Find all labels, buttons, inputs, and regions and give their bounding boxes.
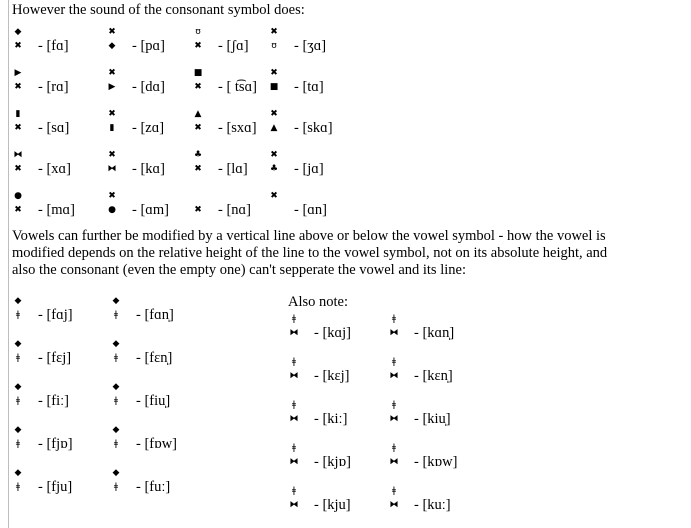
pronunciation-label: - [nɑ] <box>218 202 251 218</box>
glyph-part: ◆ <box>14 296 22 306</box>
script-glyph-icon <box>106 24 120 64</box>
glyph-part: ǂ <box>291 443 297 453</box>
glyph-part: ǂ <box>15 439 21 449</box>
script-glyph-icon <box>12 65 26 105</box>
glyph-part: ǂ <box>113 310 119 320</box>
glyph-cell <box>110 422 230 462</box>
pronunciation-label: - [ɑm] <box>132 202 169 218</box>
pronunciation-label: - [fɒw] <box>136 436 177 452</box>
glyph-part: ǂ <box>291 357 297 367</box>
glyph-part: ✖ <box>270 109 278 119</box>
left-margin-rule <box>8 0 9 528</box>
glyph-cell <box>110 293 230 333</box>
paragraph-line-1: Vowels can further be modified by a vertical line above or below the vowel symbol - how the vowel is <box>12 228 606 244</box>
glyph-part: ⧓ <box>389 328 399 338</box>
script-glyph-icon <box>288 440 302 480</box>
pronunciation-label: - [fɑ] <box>38 38 69 54</box>
script-glyph-icon <box>388 440 402 480</box>
glyph-part: ʊ <box>271 41 277 51</box>
glyph-part: ǂ <box>113 353 119 363</box>
pronunciation-label: - [ʒɑ] <box>294 38 327 54</box>
glyph-part: ♣ <box>269 164 279 174</box>
pronunciation-label: - [skɑ] <box>294 120 333 136</box>
script-glyph-icon <box>106 65 120 105</box>
script-glyph-icon <box>268 106 282 146</box>
pronunciation-label: - [sɑ] <box>38 120 70 136</box>
glyph-part: ■ <box>269 82 279 92</box>
script-glyph-icon <box>106 147 120 187</box>
script-glyph-icon <box>388 397 402 437</box>
glyph-part: ǂ <box>391 357 397 367</box>
glyph-part: ◆ <box>108 41 116 51</box>
glyph-part: ǂ <box>391 400 397 410</box>
pronunciation-label: - [ t͡sɑ] <box>218 79 257 95</box>
glyph-part: ✖ <box>194 205 202 215</box>
script-glyph-icon <box>12 293 26 333</box>
glyph-part: ✖ <box>108 109 116 119</box>
glyph-part: ⧓ <box>289 500 299 510</box>
script-glyph-icon <box>192 188 206 228</box>
script-glyph-icon <box>268 188 282 228</box>
glyph-part: ✖ <box>14 41 22 51</box>
glyph-part: ǂ <box>291 486 297 496</box>
glyph-cell <box>388 397 508 437</box>
script-glyph-icon <box>110 379 124 419</box>
script-glyph-icon <box>388 311 402 351</box>
pronunciation-label: - [rɑ] <box>38 79 69 95</box>
script-glyph-icon <box>388 483 402 523</box>
glyph-part: ⧓ <box>389 371 399 381</box>
script-glyph-icon <box>388 354 402 394</box>
glyph-part: ✖ <box>108 191 116 201</box>
glyph-part: ǂ <box>113 396 119 406</box>
script-glyph-icon <box>12 422 26 462</box>
script-glyph-icon <box>12 24 26 64</box>
pronunciation-label: - [kjɒ] <box>314 454 351 470</box>
pronunciation-label: - [sxɑ] <box>218 120 257 136</box>
glyph-cell <box>388 440 508 480</box>
glyph-part: ✖ <box>270 191 278 201</box>
glyph-part: ⧓ <box>289 328 299 338</box>
glyph-part: ✖ <box>194 123 202 133</box>
glyph-cell <box>268 24 388 64</box>
pronunciation-label: - [fɛj] <box>38 350 72 366</box>
glyph-part: ◆ <box>112 425 120 435</box>
glyph-cell <box>388 311 508 351</box>
glyph-part: ▲ <box>194 109 202 119</box>
glyph-part: ● <box>14 191 22 201</box>
pronunciation-label: - [kɑ] <box>132 161 165 177</box>
glyph-cell <box>388 483 508 523</box>
pronunciation-label: - [fjɒ] <box>38 436 73 452</box>
pronunciation-label: - [kɛn̩] <box>414 368 453 384</box>
glyph-part: ǂ <box>15 310 21 320</box>
glyph-part: ǂ <box>113 439 119 449</box>
glyph-part: ⧓ <box>389 500 399 510</box>
glyph-part: ǂ <box>15 396 21 406</box>
script-glyph-icon <box>192 24 206 64</box>
glyph-part: ✖ <box>14 82 22 92</box>
script-glyph-icon <box>192 65 206 105</box>
script-glyph-icon <box>110 465 124 505</box>
pronunciation-label: - [tɑ] <box>294 79 324 95</box>
glyph-part: ǂ <box>15 353 21 363</box>
glyph-cell <box>110 379 230 419</box>
glyph-part: ✖ <box>270 68 278 78</box>
glyph-part: ǂ <box>391 443 397 453</box>
pronunciation-label: - [kɑj] <box>314 325 351 341</box>
glyph-part: ◆ <box>112 468 120 478</box>
glyph-part: ◆ <box>112 382 120 392</box>
glyph-part: ⧓ <box>389 457 399 467</box>
glyph-part: ✖ <box>14 164 22 174</box>
glyph-part: ● <box>108 205 116 215</box>
glyph-part: ◆ <box>14 339 22 349</box>
also-note-label: Also note: <box>288 294 349 310</box>
intro-text: However the sound of the consonant symbol does: <box>12 2 305 18</box>
glyph-cell <box>110 336 230 376</box>
paragraph-line-2: modified depends on the relative height of the line to the vowel symbol, not on its absolute height, and <box>12 245 608 261</box>
pronunciation-label: - [jɑ] <box>294 161 324 177</box>
pronunciation-label: - [zɑ] <box>132 120 165 136</box>
glyph-part: ✖ <box>108 150 116 160</box>
script-glyph-icon <box>288 483 302 523</box>
glyph-part: ◆ <box>112 339 120 349</box>
glyph-part: ▶ <box>14 68 22 78</box>
script-glyph-icon <box>110 336 124 376</box>
script-glyph-icon <box>192 106 206 146</box>
glyph-part: ⧓ <box>107 164 117 174</box>
glyph-part: ✖ <box>14 205 22 215</box>
pronunciation-label: - [kiu̩] <box>414 411 451 427</box>
script-glyph-icon <box>288 397 302 437</box>
paragraph-line-3: also the consonant (even the empty one) can't sepperate the vowel and its line: <box>12 262 466 278</box>
glyph-part: ⧓ <box>289 371 299 381</box>
pronunciation-label: - [fiː] <box>38 393 69 409</box>
pronunciation-label: - [fuː] <box>136 479 171 495</box>
glyph-part: ✖ <box>194 164 202 174</box>
pronunciation-label: - [lɑ] <box>218 161 248 177</box>
glyph-cell <box>268 188 388 228</box>
pronunciation-label: - [kju] <box>314 497 351 513</box>
pronunciation-label: - [fiu̩] <box>136 393 171 409</box>
glyph-part: ǂ <box>15 482 21 492</box>
glyph-part: ǂ <box>291 314 297 324</box>
glyph-part: ✖ <box>194 82 202 92</box>
glyph-part: ✖ <box>108 68 116 78</box>
glyph-part: ▶ <box>108 82 116 92</box>
script-glyph-icon <box>268 24 282 64</box>
glyph-part: ✖ <box>270 150 278 160</box>
script-glyph-icon <box>12 465 26 505</box>
glyph-cell <box>268 65 388 105</box>
glyph-part: ◆ <box>14 27 22 37</box>
script-glyph-icon <box>192 147 206 187</box>
pronunciation-label: - [fɑn̩] <box>136 307 174 323</box>
pronunciation-label: - [kɒw] <box>414 454 458 470</box>
glyph-part: ◆ <box>14 468 22 478</box>
glyph-part: ⧓ <box>289 414 299 424</box>
script-glyph-icon <box>12 188 26 228</box>
script-glyph-icon <box>106 106 120 146</box>
script-glyph-icon <box>110 422 124 462</box>
glyph-part: ⧓ <box>13 150 23 160</box>
glyph-part: ⧓ <box>389 414 399 424</box>
pronunciation-label: - [kiː] <box>314 411 348 427</box>
glyph-part: ✖ <box>14 123 22 133</box>
script-glyph-icon <box>268 65 282 105</box>
glyph-part: ✖ <box>108 27 116 37</box>
glyph-part: ■ <box>193 68 203 78</box>
glyph-part: ◆ <box>112 296 120 306</box>
pronunciation-label: - [ɑn] <box>294 202 327 218</box>
glyph-part: ▲ <box>270 123 278 133</box>
pronunciation-label: - [ʃɑ] <box>218 38 249 54</box>
script-glyph-icon <box>110 293 124 333</box>
glyph-part: ǂ <box>391 314 397 324</box>
pronunciation-label: - [fju] <box>38 479 73 495</box>
glyph-cell <box>388 354 508 394</box>
pronunciation-label: - [kuː] <box>414 497 451 513</box>
glyph-part: ✖ <box>194 41 202 51</box>
glyph-part: ▮ <box>15 109 21 119</box>
script-glyph-icon <box>12 336 26 376</box>
glyph-part: ▮ <box>109 123 115 133</box>
script-glyph-icon <box>12 147 26 187</box>
script-glyph-icon <box>288 354 302 394</box>
glyph-part: ◆ <box>14 425 22 435</box>
glyph-cell <box>268 106 388 146</box>
script-glyph-icon <box>12 106 26 146</box>
glyph-part: ♣ <box>193 150 203 160</box>
pronunciation-label: - [mɑ] <box>38 202 75 218</box>
glyph-cell <box>268 147 388 187</box>
pronunciation-label: - [kɛj] <box>314 368 350 384</box>
glyph-part: ǂ <box>291 400 297 410</box>
pronunciation-label: - [dɑ] <box>132 79 165 95</box>
glyph-part: ʊ <box>195 27 201 37</box>
glyph-part: ǂ <box>391 486 397 496</box>
glyph-part: ◆ <box>14 382 22 392</box>
pronunciation-label: - [pɑ] <box>132 38 165 54</box>
glyph-part: ǂ <box>113 482 119 492</box>
pronunciation-label: - [xɑ] <box>38 161 71 177</box>
glyph-part: ✖ <box>270 27 278 37</box>
script-glyph-icon <box>106 188 120 228</box>
script-glyph-icon <box>288 311 302 351</box>
script-glyph-icon <box>268 147 282 187</box>
pronunciation-label: - [fɛn̩] <box>136 350 173 366</box>
glyph-cell <box>110 465 230 505</box>
glyph-part: ⧓ <box>289 457 299 467</box>
script-glyph-icon <box>12 379 26 419</box>
pronunciation-label: - [kɑn̩] <box>414 325 455 341</box>
pronunciation-label: - [fɑj] <box>38 307 73 323</box>
